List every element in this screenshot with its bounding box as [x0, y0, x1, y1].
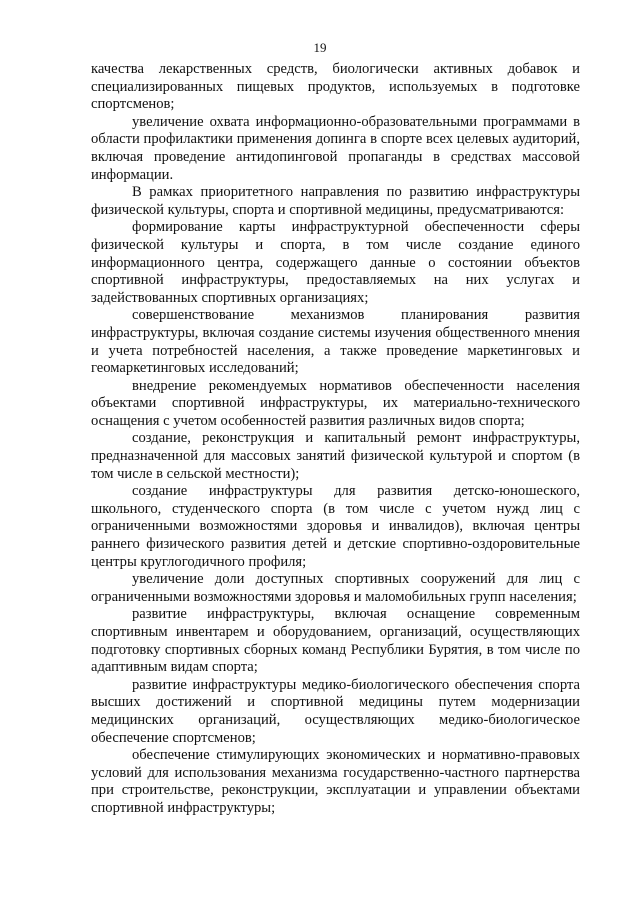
paragraph: увеличение доли доступных спортивных сооружений для лиц с ограниченными возможностями здоровья и маломобильных групп населения; [91, 571, 580, 605]
paragraph: внедрение рекомендуемых нормативов обеспеченности населения объектами спортивной инфраструктуры, их материально-технического оснащения с учетом особенностей развития различных видов спорта; [91, 377, 580, 429]
paragraph: формирование карты инфраструктурной обеспеченности сферы физической культуры и спорта, в том числе создание единого информационного центра, содержащего данные о состоянии объектов спортивной инфраструктуры, предоставляемых на них услугах и задействованных спортивных организациях; [91, 219, 580, 306]
page-number: 19 [313, 40, 327, 55]
paragraph: развитие инфраструктуры медико-биологического обеспечения спорта высших достижений и спортивной медицины путем модернизации медицинских организаций, осуществляющих медико-биологическое обеспечение спортсменов; [91, 676, 580, 746]
paragraph: создание, реконструкция и капитальный ремонт инфраструктуры, предназначенной для массовых занятий физической культурой и спортом (в том числе в сельской местности); [91, 430, 580, 482]
document-body [91, 61, 580, 818]
paragraph: В рамках приоритетного направления по развитию инфраструктуры физической культуры, спорта и спортивной медицины, предусматриваются: [91, 184, 580, 218]
paragraph: увеличение охвата информационно-образовательными программами в области профилактики применения допинга в спорте всех целевых аудиторий, включая проведение антидопинговой пропаганды в средствах массовой информации. [91, 113, 580, 183]
paragraph-continued: качества лекарственных средств, биологически активных добавок и специализированных пищевых продуктов, используемых в подготовке спортсменов; [91, 61, 580, 113]
paragraph: совершенствование механизмов планирования развития инфраструктуры, включая создание системы изучения общественного мнения и учета потребностей населения, а также проведение маркетинговых и геомаркетинговых исследований; [91, 307, 580, 377]
paragraph: создание инфраструктуры для развития детско-юношеского, школьного, студенческого спорта (в том числе с учетом нужд лиц с ограниченными возможностями здоровья и инвалидов), включая центры раннего физического развития детей и детские спортивно-оздоровительные центры круглогодичного профиля; [91, 483, 580, 570]
paragraph: развитие инфраструктуры, включая оснащение современным спортивным инвентарем и оборудованием, организаций, осуществляющих подготовку спортивных сборных команд Республики Бурятия, в том числе по адаптивным видам спорта; [91, 606, 580, 676]
paragraph: обеспечение стимулирующих экономических и нормативно-правовых условий для использования механизма государственно-частного партнерства при строительстве, реконструкции, эксплуатации и управлении объектами спортивной инфраструктуры; [91, 747, 580, 816]
